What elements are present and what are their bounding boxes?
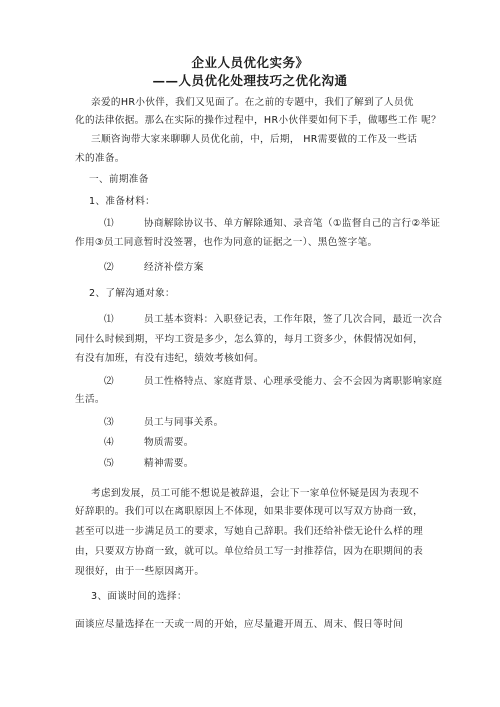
target-item-3: [104, 417, 224, 429]
item-number: ⑷: [104, 437, 114, 448]
item-number: ⑵: [104, 376, 114, 387]
subheading-interview-timing: 3、面谈时间的选择：: [91, 591, 187, 602]
development-paragraph-line-3: 甚至可以进一步满足员工的要求，写她自己辞职。我们还给补偿无论什么样的理: [75, 526, 424, 537]
item-text: 员工与同事关系。: [144, 417, 224, 428]
development-paragraph-line-5: 现很好，由于一些原因离开。: [75, 566, 205, 577]
item-number: ⑴: [104, 218, 114, 229]
target-item-2-line-2: 生活。: [75, 394, 105, 405]
interview-timing-text: 面谈应尽量选择在一天或一周的开始，应尽量避开周五、周末、假日等时间: [75, 619, 404, 630]
target-item-1: [104, 314, 442, 326]
item-number: ⑶: [104, 417, 114, 428]
document-subtitle: ——人员优化处理技巧之优化沟通: [152, 73, 348, 88]
materials-item-2: [104, 262, 204, 274]
subheading-communication-target: 2、了解沟通对象：: [89, 288, 176, 299]
item-number: ⑴: [104, 314, 114, 325]
development-paragraph-line-2: 好辞职的。我们可以在离职原因上不体现，如果非要体现可以写双方协商一致，: [75, 506, 424, 517]
intro-paragraph-1-line-1: 亲爱的HR小伙伴，我们又见面了。在之前的专题中，我们了解到了人员优: [91, 97, 414, 108]
development-paragraph-line-4: 由，只要双方协商一致，就可以。单位给员工写一封推荐信，因为在职期间的表: [75, 546, 424, 557]
intro-paragraph-1-line-2: 化的法律依据。那么在实际的操作过程中，HR小伙伴要如何下手，做哪些工作 呢？: [75, 115, 442, 126]
materials-item-1: [104, 218, 440, 230]
subheading-materials: 1、准备材料：: [89, 196, 156, 207]
item-number: ⑵: [104, 262, 114, 273]
materials-item-1-line-2: 作用③员工同意暂时没签署，也作为同意的证据之一）、黑色签字笔。: [75, 237, 378, 248]
item-text: 员工性格特点、家庭背景、心理承受能力、会不会因为离职影响家庭: [144, 376, 443, 387]
document-title: 企业人员优化实务》: [191, 55, 309, 70]
target-item-4: [104, 437, 194, 449]
section-heading-preparation: 一、前期准备: [89, 174, 149, 185]
development-paragraph-line-1: 考虑到发展，员工可能不想说是被辞退，会让下一家单位怀疑是因为表现不: [91, 488, 420, 499]
target-item-5: [104, 458, 194, 470]
item-text: 经济补偿方案: [144, 262, 204, 273]
item-text: 员工基本资料：入职登记表，工作年限，签了几次合同，最近一次合: [144, 314, 443, 325]
item-text: 物质需要。: [144, 437, 194, 448]
item-number: ⑸: [104, 458, 114, 469]
item-text: 协商解除协议书、单方解除通知、录音笔（①监督自己的言行②举证: [144, 218, 441, 229]
intro-paragraph-2-line-2: 术的准备。: [75, 153, 125, 164]
intro-paragraph-2-line-1: 三顺咨询带大家来聊聊人员优化前，中，后期， HR需要做的工作及一些话: [91, 134, 418, 145]
target-item-1-line-3: 有没有加班，有没有违纪，绩效考核如何。: [75, 353, 264, 364]
target-item-2: [104, 376, 442, 388]
item-text: 精神需要。: [144, 458, 194, 469]
target-item-1-line-2: 同什么时候到期，平均工资是多少，怎么算的，每月工资多少，休假情况如何，: [75, 334, 424, 345]
